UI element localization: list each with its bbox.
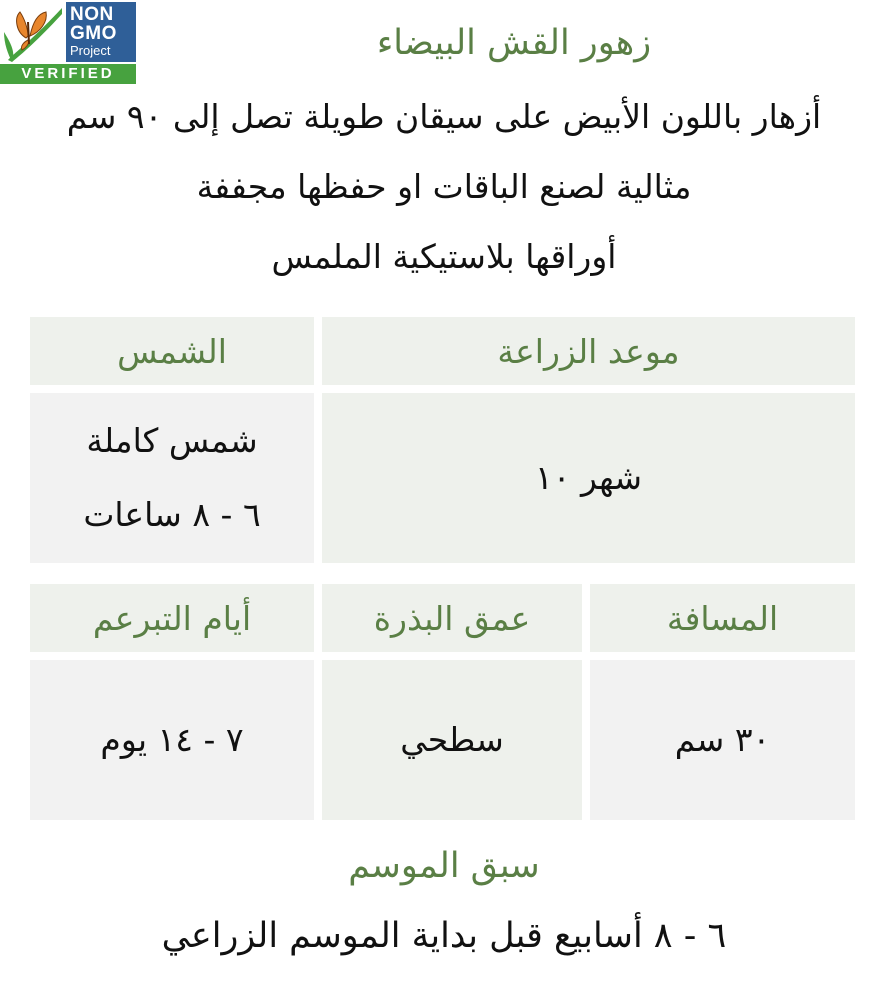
- description-line-1: أزهار باللون الأبيض على سيقان طويلة تصل إلى ٩٠ سم: [66, 97, 822, 136]
- description-line-3: أوراقها بلاستيكية الملمس: [271, 237, 617, 276]
- germination-header: أيام التبرعم: [30, 584, 314, 652]
- butterfly-icon: [2, 2, 64, 64]
- non-gmo-verified-badge: [0, 0, 136, 84]
- badge-line-non: NON: [70, 4, 114, 25]
- sun-header: الشمس: [30, 317, 314, 385]
- badge-line-gmo: GMO: [70, 23, 117, 44]
- spacing-header: المسافة: [590, 584, 855, 652]
- seed-depth-value: سطحي: [322, 660, 582, 820]
- badge-verified: VERIFIED: [0, 64, 136, 84]
- season-value: ٦ - ٨ أسابيع قبل بداية الموسم الزراعي: [161, 916, 727, 956]
- spacing-value: ٣٠ سم: [590, 660, 855, 820]
- non-gmo-block: [66, 2, 136, 62]
- sun-value: [30, 393, 314, 563]
- sun-value-line-1: شمس كاملة: [86, 421, 258, 460]
- seed-depth-header: عمق البذرة: [322, 584, 582, 652]
- season-label: سبق الموسم: [348, 846, 540, 886]
- description: [0, 82, 888, 292]
- sun-value-line-2: ٦ - ٨ ساعات: [83, 495, 261, 534]
- description-line-2: مثالية لصنع الباقات او حفظها مجففة: [196, 167, 692, 206]
- planting-time-value: شهر ١٠: [322, 393, 855, 563]
- planting-time-header: موعد الزراعة: [322, 317, 855, 385]
- badge-line-project: Project: [70, 43, 111, 58]
- page-title: زهور القش البيضاء: [376, 23, 652, 63]
- germination-value: ٧ - ١٤ يوم: [30, 660, 314, 820]
